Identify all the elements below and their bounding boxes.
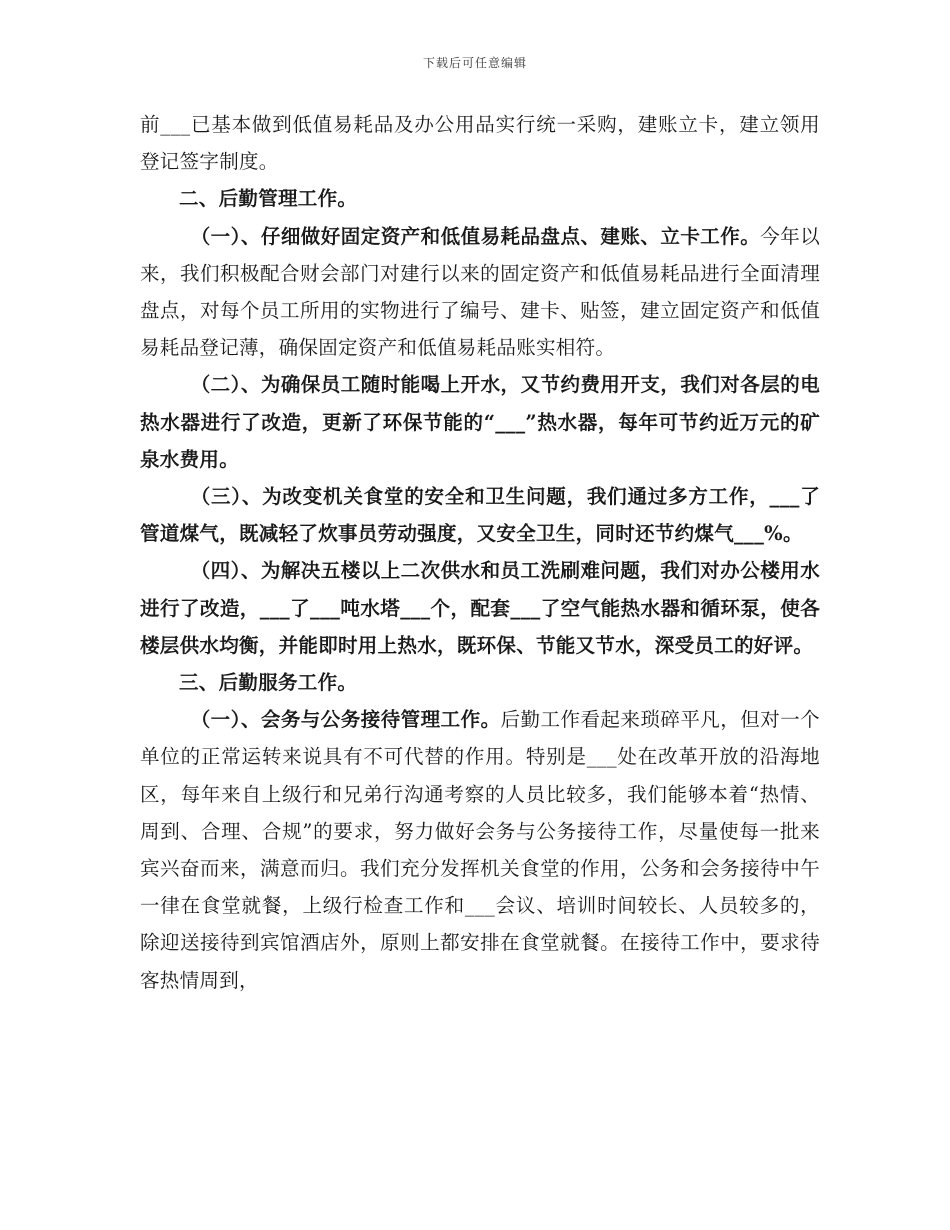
paragraph-water-heaters: （二）、为确保员工随时能喝上开水，又节约费用开支，我们对各层的电热水器进行了改造，更新了环保节能的“___”热水器，每年可节约近万元的矿泉水费用。 <box>140 373 820 471</box>
page-header: 下载后可任意编辑 <box>422 56 527 70</box>
item-text-1: 今年以来，我们积极配合财会部门对建行以来的固定资产和低值易耗品进行全面清理盘点，对每个员工所用的实物进行了编号、建卡、贴签，建立固定资产和低值易耗品登记薄，确保固定资产和低值易耗品账实相符。 <box>140 224 821 360</box>
paragraph-water-supply: （四）、为解决五楼以上二次供水和员工洗刷难问题，我们对办公楼用水进行了改造，___了___吨水塔___个，配套___了空气能热水器和循环泵，使各楼层供水均衡，并能即时用上热水，既环保、节能又节水，深受员工的好评。 <box>140 559 820 657</box>
section-heading-logistics-management: 二、后勤管理工作。 <box>179 187 358 211</box>
paragraph-reception <box>140 701 820 999</box>
item-heading-1: （一）、仔细做好固定资产和低值易耗品盘点、建账、立卡工作。 <box>190 224 761 248</box>
paragraph-fixed-assets <box>140 218 820 367</box>
item-heading-2: （一）、会务与公务接待管理工作。 <box>190 708 501 732</box>
item-text-2: 后勤工作看起来琐碎平凡，但对一个单位的正常运转来说具有不可代替的作用。特别是___处在改革开放的沿海地区，每年来自上级行和兄弟行沟通考察的人员比较多，我们能够本着“热情、周到、合理、合规”的要求，努力做好会务与公务接待工作，尽量使每一批来宾兴奋而来，满意而归。我们充分发挥机关食堂的作用，公务和会务接待中午一律在食堂就餐，上级行检查工作和___会议、培训时间较长、人员较多的，除迎送接待到宾馆酒店外，原则上都安排在食堂就餐。在接待工作中，要求待客热情周到， <box>140 708 820 992</box>
paragraph-canteen-gas: （三）、为改变机关食堂的安全和卫生问题，我们通过多方工作，___了管道煤气，既减轻了炊事员劳动强度，又安全卫生，同时还节约煤气___%。 <box>140 485 820 546</box>
section-heading-logistics-service: 三、后勤服务工作。 <box>179 671 358 695</box>
document-body <box>140 106 820 999</box>
paragraph-procurement: 前___已基本做到低值易耗品及办公用品实行统一采购，建账立卡，建立领用登记签字制度。 <box>140 113 820 174</box>
